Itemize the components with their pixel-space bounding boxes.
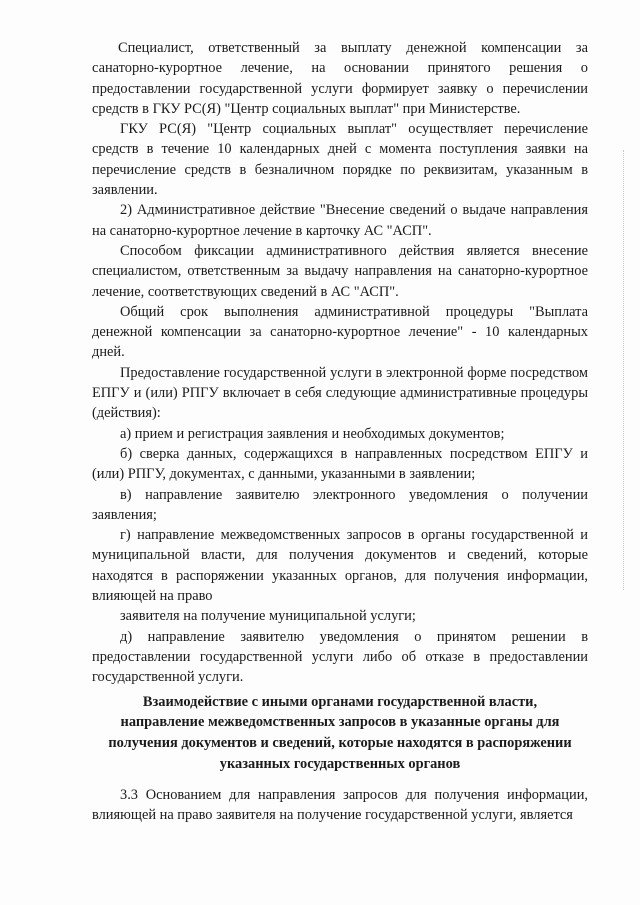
paragraph-fixation-method: Способом фиксации административного действия является внесение специалистом, ответственным за выдачу направления на санаторно-курортное лечение, соответствующих сведений в АС "АСП". — [92, 242, 588, 300]
list-item-g: г) направление межведомственных запросов в органы государственной и муниципальной власти, для получения документов и сведений, которые находятся в распоряжении указанных органов, для получения информации, влияющей на право — [92, 527, 588, 605]
paragraph-electronic-form: Предоставление государственной услуги в электронной форме посредством ЕПГУ и (или) РПГУ включает в себя следующие административные процедуры (действия): — [92, 364, 588, 422]
paragraph-compensation-request: Специалист, ответственный за выплату денежной компенсации за санаторно-курортное лечение, на основании принятого решения о предоставлении государственной услуги формирует заявку о перечислении средств в ГКУ РС(Я) "Центр социальных выплат" при Министерстве. — [92, 40, 588, 117]
paragraph-funds-transfer: ГКУ РС(Я) "Центр социальных выплат" осуществляет перечисление средств в течение 10 календарных дней с момента поступления заявки на перечисление средств в безналичном порядке по реквизитам, указанным в заявлении. — [92, 121, 588, 199]
document-body — [92, 38, 588, 825]
paragraph-total-term: Общий срок выполнения административной процедуры "Выплата денежной компенсации за санаторно-курортное лечение" - 10 календарных дней. — [92, 303, 588, 361]
list-item-g-continued: заявителя на получение муниципальной услуги; — [120, 608, 416, 625]
heading-line: Взаимодействие с иными органами государственной власти, — [142, 693, 538, 710]
section-heading — [92, 692, 588, 775]
paragraph-3-3: 3.3 Основанием для направления запросов для получения информации, влияющей на право заявителя на получение государственной услуги, является — [92, 786, 588, 823]
list-item-b: б) сверка данных, содержащихся в направленных посредством ЕПГУ и (или) РПГУ, документах, с данными, указанными в заявлении; — [92, 445, 588, 483]
heading-line: направление межведомственных запросов в указанные органы для — [120, 714, 560, 731]
list-item-a: а) прием и регистрация заявления и необходимых документов; — [120, 425, 505, 442]
paragraph-admin-action-2: 2) Административное действие "Внесение сведений о выдаче направления на санаторно-курортное лечение в карточку АС "АСП". — [92, 202, 588, 239]
heading-line: указанных государственных органов — [219, 755, 461, 772]
heading-line: получения документов и сведений, которые находятся в распоряжении — [108, 735, 572, 752]
scan-margin-mark — [623, 150, 626, 590]
list-item-v: в) направление заявителю электронного уведомления о получении заявления; — [92, 486, 588, 523]
list-item-d: д) направление заявителю уведомления о принятом решении в предоставлении государственной услуги либо об отказе в предоставлении государственной услуги. — [92, 628, 588, 686]
